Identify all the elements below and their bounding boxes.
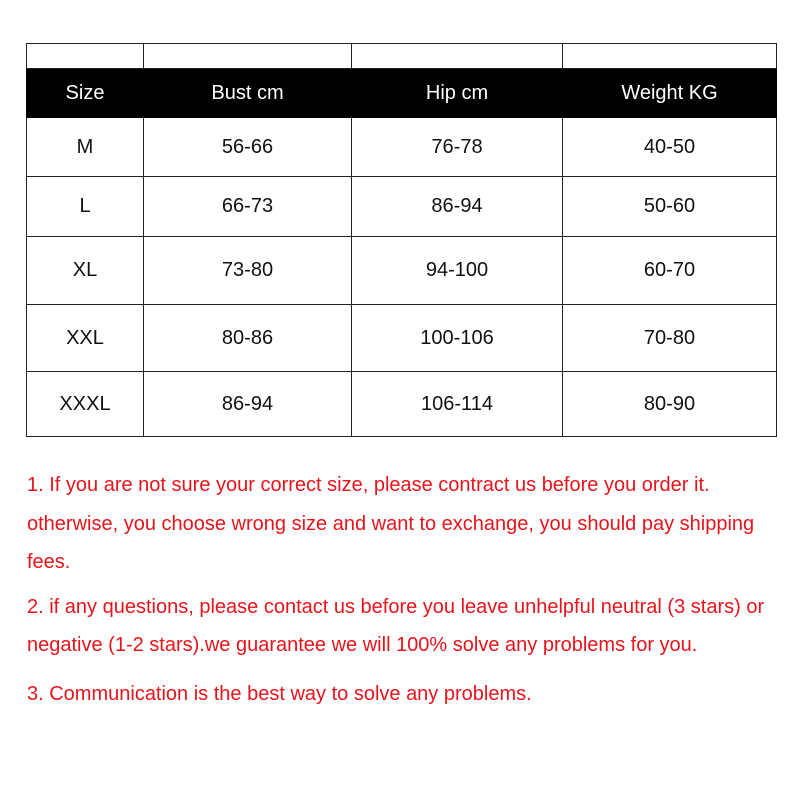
table-row	[27, 237, 777, 305]
bust-cell: 56-66	[144, 118, 352, 177]
header-bust: Bust cm	[144, 69, 352, 118]
header-hip: Hip cm	[352, 69, 563, 118]
table-row	[27, 177, 777, 237]
header-weight: Weight KG	[563, 69, 777, 118]
table-spacer-row	[27, 44, 777, 69]
hip-cell: 76-78	[352, 118, 563, 177]
note-communication: 3. Communication is the best way to solve any problems.	[27, 682, 532, 705]
table-row	[27, 118, 777, 177]
size-cell: XXXL	[27, 372, 144, 437]
weight-cell: 40-50	[563, 118, 777, 177]
bust-cell: 86-94	[144, 372, 352, 437]
weight-cell: 70-80	[563, 305, 777, 372]
hip-cell: 86-94	[352, 177, 563, 237]
bust-cell: 73-80	[144, 237, 352, 305]
weight-cell: 60-70	[563, 237, 777, 305]
spacer-cell	[27, 44, 144, 69]
note-feedback: 2. if any questions, please contact us before you leave unhelpful neutral (3 stars) or negative (1-2 stars).we guarantee we will 100% solve any problems for you.	[27, 595, 765, 656]
size-cell: L	[27, 177, 144, 237]
bust-cell: 80-86	[144, 305, 352, 372]
size-cell: M	[27, 118, 144, 177]
hip-cell: 94-100	[352, 237, 563, 305]
table-header-row	[27, 69, 777, 118]
spacer-cell	[352, 44, 563, 69]
spacer-cell	[144, 44, 352, 69]
size-cell: XL	[27, 237, 144, 305]
notes-section	[27, 466, 775, 713]
note-size-exchange: 1. If you are not sure your correct size, please contract us before you order it. otherwise, you choose wrong size and want to exchange, you should pay shipping fees.	[27, 474, 755, 573]
table-row	[27, 372, 777, 437]
weight-cell: 50-60	[563, 177, 777, 237]
size-cell: XXL	[27, 305, 144, 372]
spacer-cell	[563, 44, 777, 69]
header-size: Size	[27, 69, 144, 118]
weight-cell: 80-90	[563, 372, 777, 437]
hip-cell: 100-106	[352, 305, 563, 372]
bust-cell: 66-73	[144, 177, 352, 237]
table-row	[27, 305, 777, 372]
size-chart-table	[26, 43, 777, 437]
hip-cell: 106-114	[352, 372, 563, 437]
